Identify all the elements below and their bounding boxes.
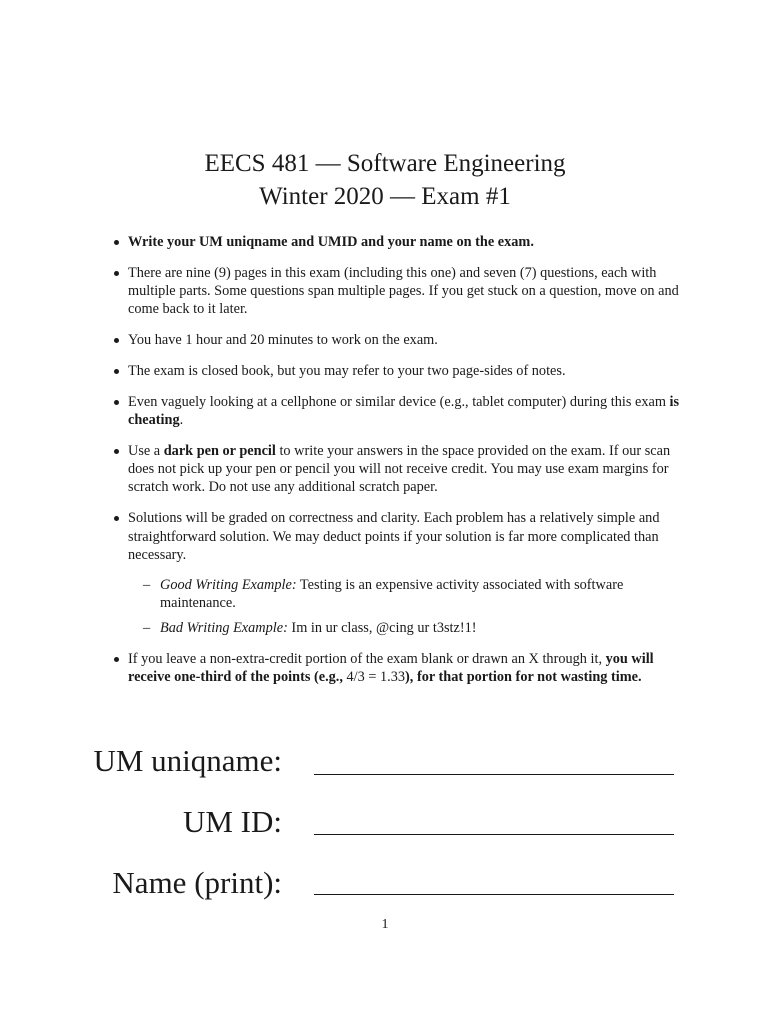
instruction-text: Use a [128, 442, 164, 459]
instruction-emphasis: ), for that portion for not wasting time. [405, 668, 642, 685]
name-label: Name (print): [112, 865, 282, 900]
instruction-item: The exam is closed book, but you may refer to your two page-sides of notes. [112, 362, 682, 380]
instruction-text: Even vaguely looking at a cellphone or similar device (e.g., tablet computer) during this exam [128, 393, 670, 410]
good-writing-example: – Good Writing Example: Testing is an expensive activity associated with software maintenance. [143, 577, 624, 612]
instruction-item [112, 442, 682, 497]
instruction-item [112, 393, 682, 430]
instruction-item: You have 1 hour and 20 minutes to work on the exam. [112, 331, 682, 349]
uniqname-label: UM uniqname: [93, 743, 282, 778]
name-line[interactable] [314, 894, 674, 895]
example-label: Bad Writing Example: [160, 619, 288, 636]
instruction-emphasis: dark pen or pencil [163, 442, 276, 459]
uniqname-line[interactable] [314, 774, 674, 775]
instruction-text: If you leave a non-extra-credit portion of the exam blank or drawn an X through it, [128, 650, 606, 667]
example-label: Good Writing Example: [160, 577, 297, 594]
umid-line[interactable] [314, 834, 674, 835]
instruction-emphasis: is cheating [128, 393, 680, 429]
instruction-item [112, 509, 682, 637]
instruction-emphasis: you will receive one-third of the points (e.g., [128, 650, 654, 685]
bad-writing-example: – Bad Writing Example: Im in ur class, @cing ur t3stz!1! [143, 619, 477, 636]
writing-examples [128, 576, 682, 637]
instruction-item [112, 650, 682, 687]
example-text: Testing is an expensive activity associated with software maintenance. [160, 577, 624, 612]
instruction-text: to write your answers in the space provided on the exam. If our scan does not pick up your pen or pencil you will not receive credit. You may use exam margins for scratch work. Do not use any additional scratch paper. [128, 442, 671, 496]
umid-label: UM ID: [182, 804, 282, 839]
instruction-text: . [179, 412, 184, 429]
instruction-item: There are nine (9) pages in this exam (including this one) and seven (7) questions, each with multiple parts. Some questions span multiple pages. If you get stuck on a question, move on and come back to it later. [112, 264, 682, 319]
title-term: Winter 2020 — Exam #1 [259, 183, 511, 210]
instruction-text: Solutions will be graded on correctness and clarity. Each problem has a relatively simple and straightforward solution. We may deduct points if your solution is far more complicated than necessary. [128, 510, 660, 563]
exam-title [0, 147, 770, 213]
instruction-math: 4/3 = 1.33 [346, 668, 406, 685]
page-number: 1 [381, 917, 389, 932]
title-course: EECS 481 — Software Engineering [204, 150, 566, 177]
instruction-item: Write your UM uniqname and UMID and your name on the exam. [112, 233, 682, 251]
instructions-list [112, 233, 682, 699]
example-text: Im in ur class, @cing ur t3stz!1! [287, 619, 477, 636]
